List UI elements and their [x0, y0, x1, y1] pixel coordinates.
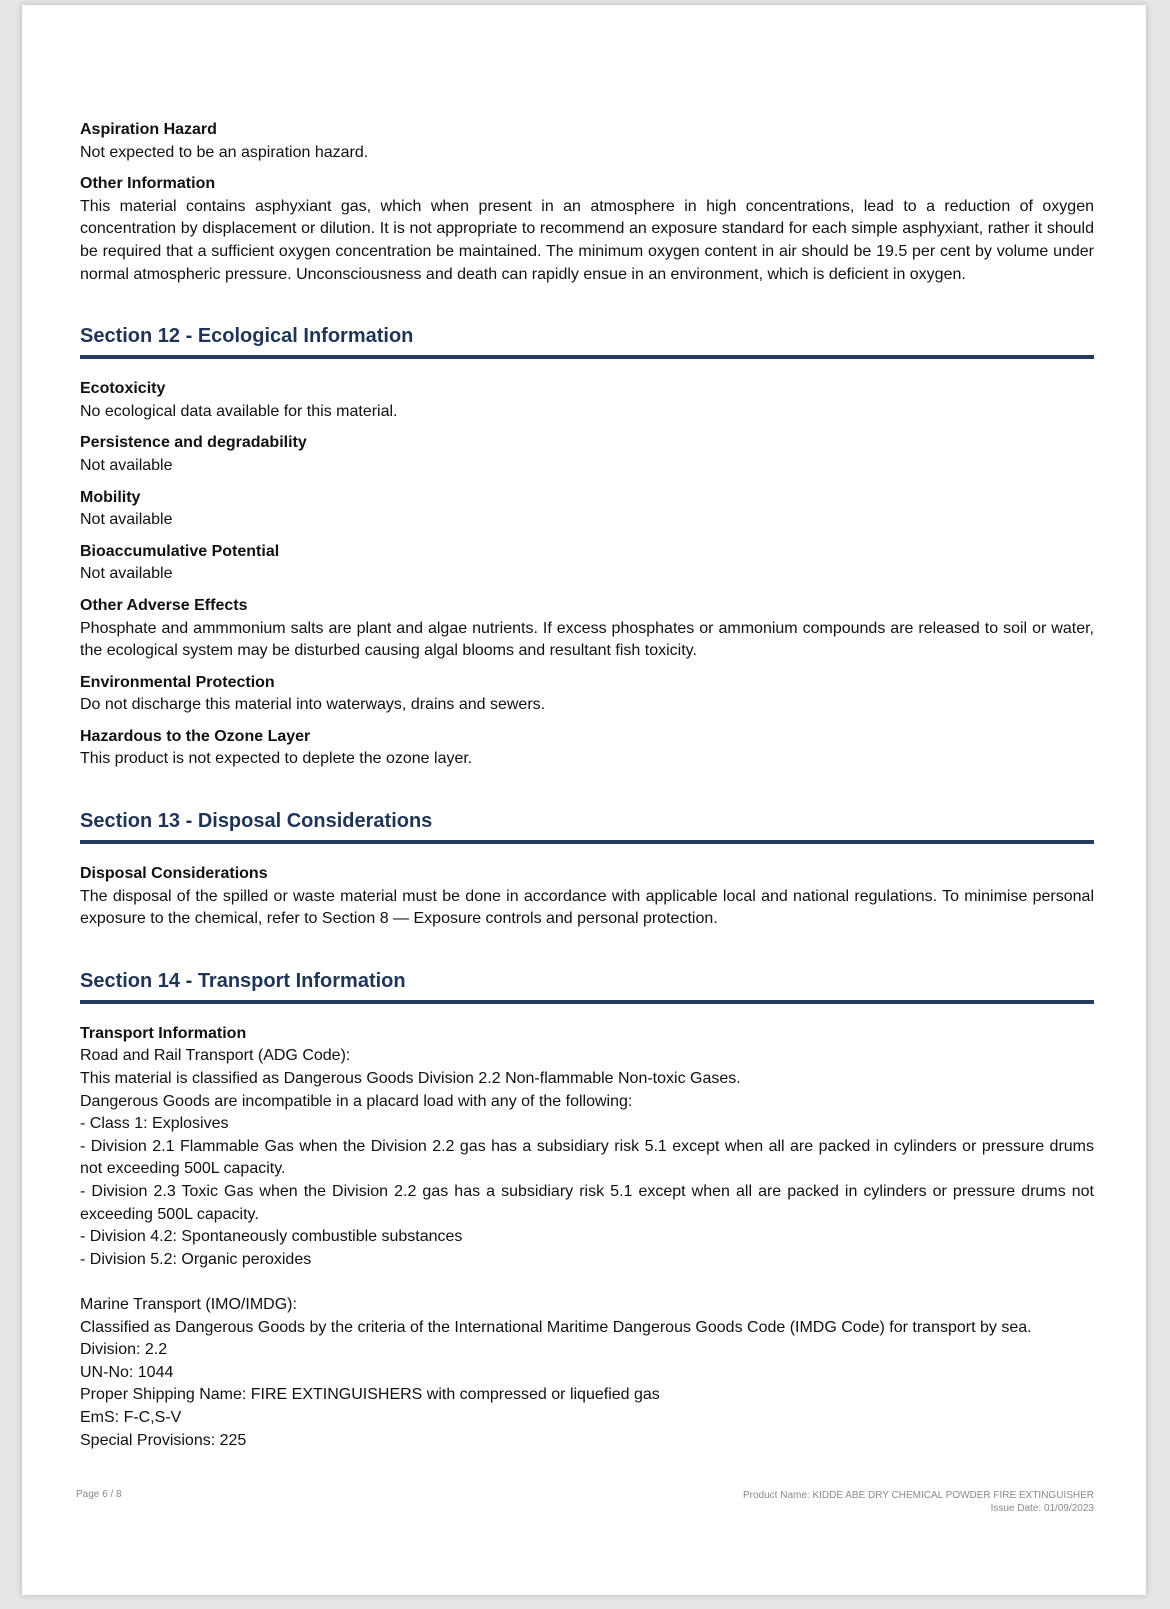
other-adverse-effects-text: Phosphate and ammmonium salts are plant and algae nutrients. If excess phosphates or ammonium compounds are released to soil or water, the ecological system may be disturbed causing algal blooms and resultant fish toxicity.	[80, 619, 1094, 660]
disposal-considerations	[80, 863, 1094, 931]
other-adverse-effects-label: Other Adverse Effects	[80, 596, 248, 614]
ozone-layer-text: This product is not expected to deplete the ozone layer.	[80, 750, 473, 768]
ozone-layer-label: Hazardous to the Ozone Layer	[80, 727, 311, 745]
section-13-heading: Section 13 - Disposal Considerations	[80, 808, 1094, 844]
transport-line: - Division 2.3 Toxic Gas when the Division 2.2 gas has a subsidiary risk 5.1 except when all are packed in cylinders or pressure drums not exceeding 500L capacity.	[80, 1183, 1094, 1223]
other-information	[80, 173, 1094, 286]
road-rail-transport	[80, 1045, 1094, 1271]
section-12-heading: Section 12 - Ecological Information	[80, 323, 1094, 359]
transport-line: Dangerous Goods are incompatible in a placard load with any of the following:	[80, 1092, 633, 1110]
footer-info	[743, 1489, 1094, 1515]
aspiration-hazard-label: Aspiration Hazard	[80, 121, 217, 138]
ecotoxicity-text: No ecological data available for this material.	[80, 402, 398, 420]
transport-line: Special Provisions: 225	[80, 1431, 247, 1449]
transport-line: Classified as Dangerous Goods by the criteria of the International Maritime Dangerous Goods Code (IMDG Code) for transport by sea.	[80, 1318, 1032, 1336]
marine-transport	[80, 1294, 1094, 1452]
bioaccumulative	[80, 541, 1094, 586]
transport-information	[80, 1023, 1094, 1452]
environmental-protection-label: Environmental Protection	[80, 673, 275, 691]
environmental-protection	[80, 672, 1094, 717]
page-content	[80, 119, 1094, 1461]
transport-information-label: Transport Information	[80, 1024, 247, 1042]
transport-line: Road and Rail Transport (ADG Code):	[80, 1047, 351, 1065]
transport-line: Marine Transport (IMO/IMDG):	[80, 1295, 297, 1313]
mobility-text: Not available	[80, 511, 173, 529]
transport-line: This material is classified as Dangerous Goods Division 2.2 Non-flammable Non-toxic Gases.	[80, 1070, 741, 1088]
persistence	[80, 432, 1094, 477]
persistence-text: Not available	[80, 456, 173, 474]
transport-line: - Division 4.2: Spontaneously combustible substances	[80, 1228, 463, 1246]
other-information-text: This material contains asphyxiant gas, which when present in an atmosphere in high concentrations, lead to a reduction of oxygen concentration by displacement or dilution. It is not appropriate to recommend an exposure standard for each simple asphyxiant, rather it should be required that a sufficient oxygen concentration be maintained. The minimum oxygen content in air should be 19.5 per cent by volume under normal atmospheric pressure. Unconsciousness and death can rapidly ensue in an environment, which is deficient in oxygen.	[80, 197, 1094, 283]
issue-date: Issue Date: 01/09/2023	[990, 1503, 1094, 1514]
disposal-considerations-text: The disposal of the spilled or waste material must be done in accordance with applicable local and national regulations. To minimise personal exposure to the chemical, refer to Section 8 — Exposure controls and personal protection.	[80, 887, 1094, 928]
persistence-label: Persistence and degradability	[80, 434, 307, 452]
page-number: Page 6 / 8	[76, 1489, 122, 1500]
transport-line: - Class 1: Explosives	[80, 1115, 229, 1133]
transport-line: - Division 2.1 Flammable Gas when the Division 2.2 gas has a subsidiary risk 5.1 except when all are packed in cylinders or pressure drums not exceeding 500L capacity.	[80, 1137, 1094, 1178]
environmental-protection-text: Do not discharge this material into waterways, drains and sewers.	[80, 696, 546, 714]
ozone-layer	[80, 726, 1094, 771]
section-14-heading: Section 14 - Transport Information	[80, 968, 1094, 1004]
ecotoxicity	[80, 378, 1094, 423]
aspiration-hazard-text: Not expected to be an aspiration hazard.	[80, 143, 369, 161]
disposal-considerations-label: Disposal Considerations	[80, 865, 268, 883]
mobility	[80, 487, 1094, 532]
bioaccumulative-label: Bioaccumulative Potential	[80, 542, 280, 560]
other-information-label: Other Information	[80, 175, 216, 193]
transport-line: Division: 2.2	[80, 1341, 168, 1359]
ecotoxicity-label: Ecotoxicity	[80, 380, 166, 398]
transport-line: EmS: F-C,S-V	[80, 1408, 182, 1426]
transport-line: UN-No: 1044	[80, 1363, 174, 1381]
bioaccumulative-text: Not available	[80, 565, 173, 583]
other-adverse-effects	[80, 595, 1094, 663]
transport-line: Proper Shipping Name: FIRE EXTINGUISHERS with compressed or liquefied gas	[80, 1386, 660, 1404]
document-page	[22, 5, 1146, 1595]
aspiration-hazard	[80, 119, 1094, 164]
transport-line: - Division 5.2: Organic peroxides	[80, 1250, 312, 1268]
mobility-label: Mobility	[80, 488, 141, 506]
product-name: Product Name: KIDDE ABE DRY CHEMICAL POWDER FIRE EXTINGUISHER	[742, 1490, 1094, 1501]
